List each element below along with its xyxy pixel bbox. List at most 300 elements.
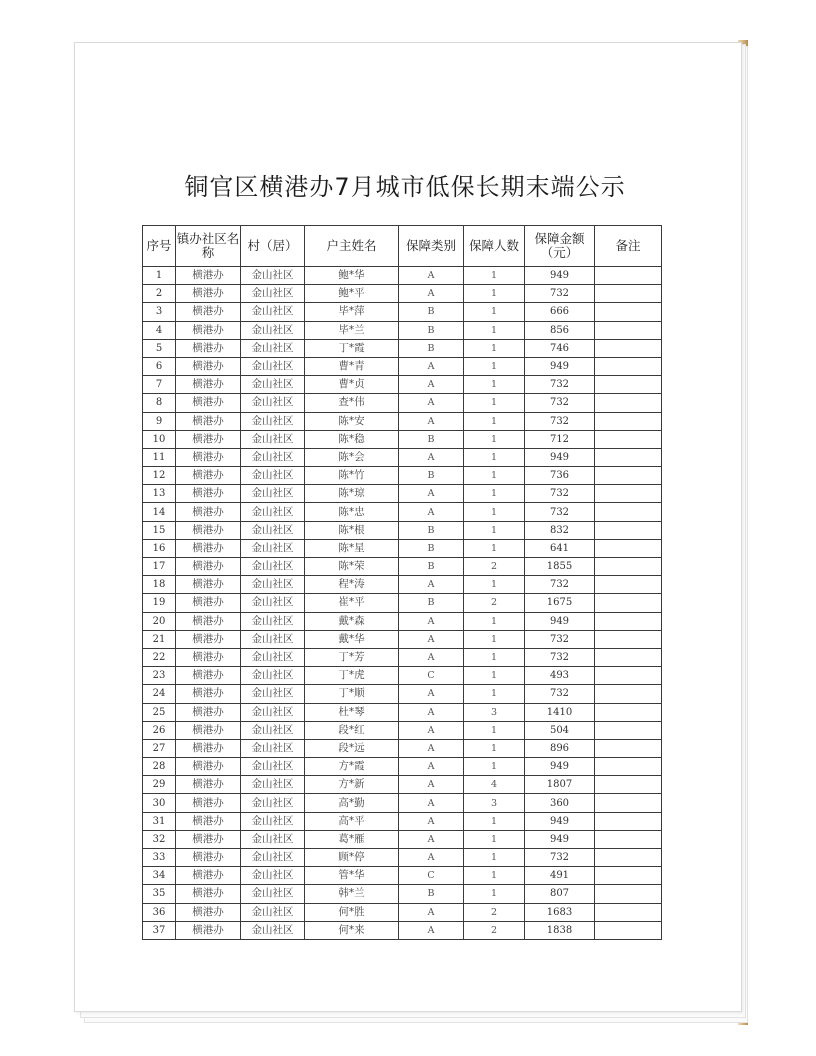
cell-note <box>595 776 662 794</box>
cell-count: 1 <box>464 867 525 885</box>
cell-count: 1 <box>464 830 525 848</box>
cell-amount: 493 <box>525 667 595 685</box>
cell-type: A <box>399 830 464 848</box>
cell-village: 金山社区 <box>241 739 305 757</box>
cell-note <box>595 321 662 339</box>
cell-amount: 1683 <box>525 903 595 921</box>
cell-village: 金山社区 <box>241 467 305 485</box>
cell-index: 14 <box>143 503 176 521</box>
table-row <box>143 721 662 739</box>
cell-amount: 896 <box>525 739 595 757</box>
cell-household-head: 管*华 <box>305 867 399 885</box>
cell-village: 金山社区 <box>241 794 305 812</box>
cell-village: 金山社区 <box>241 830 305 848</box>
cell-index: 24 <box>143 685 176 703</box>
cell-village: 金山社区 <box>241 885 305 903</box>
cell-type: A <box>399 721 464 739</box>
cell-amount: 949 <box>525 448 595 466</box>
cell-village: 金山社区 <box>241 412 305 430</box>
cell-index: 9 <box>143 412 176 430</box>
table-row <box>143 467 662 485</box>
cell-type: B <box>399 521 464 539</box>
cell-household-head: 陈*忠 <box>305 503 399 521</box>
cell-note <box>595 558 662 576</box>
cell-type: A <box>399 503 464 521</box>
cell-village: 金山社区 <box>241 612 305 630</box>
cell-index: 29 <box>143 776 176 794</box>
cell-count: 1 <box>464 357 525 375</box>
cell-household-head: 陈*根 <box>305 521 399 539</box>
cell-village: 金山社区 <box>241 685 305 703</box>
table-row <box>143 558 662 576</box>
cell-type: B <box>399 467 464 485</box>
cell-household-head: 高*平 <box>305 812 399 830</box>
table-row <box>143 794 662 812</box>
cell-note <box>595 394 662 412</box>
cell-amount: 732 <box>525 630 595 648</box>
cell-town: 横港办 <box>176 558 241 576</box>
table-row <box>143 594 662 612</box>
cell-town: 横港办 <box>176 467 241 485</box>
cell-amount: 732 <box>525 849 595 867</box>
cell-count: 1 <box>464 503 525 521</box>
cell-household-head: 崔*平 <box>305 594 399 612</box>
cell-type: B <box>399 558 464 576</box>
cell-type: A <box>399 849 464 867</box>
cell-index: 13 <box>143 485 176 503</box>
table-row <box>143 739 662 757</box>
cell-amount: 807 <box>525 885 595 903</box>
cell-village: 金山社区 <box>241 430 305 448</box>
cell-town: 横港办 <box>176 412 241 430</box>
cell-amount: 949 <box>525 267 595 285</box>
cell-note <box>595 448 662 466</box>
cell-type: A <box>399 758 464 776</box>
cell-index: 21 <box>143 630 176 648</box>
cell-amount: 504 <box>525 721 595 739</box>
cell-town: 横港办 <box>176 485 241 503</box>
cell-index: 22 <box>143 648 176 666</box>
cell-village: 金山社区 <box>241 357 305 375</box>
cell-note <box>595 503 662 521</box>
cell-note <box>595 357 662 375</box>
cell-index: 20 <box>143 612 176 630</box>
cell-amount: 732 <box>525 648 595 666</box>
cell-town: 横港办 <box>176 685 241 703</box>
cell-count: 1 <box>464 630 525 648</box>
cell-note <box>595 667 662 685</box>
cell-village: 金山社区 <box>241 394 305 412</box>
cell-amount: 856 <box>525 321 595 339</box>
cell-count: 1 <box>464 648 525 666</box>
cell-count: 1 <box>464 467 525 485</box>
cell-count: 1 <box>464 849 525 867</box>
cell-type: A <box>399 376 464 394</box>
cell-amount: 832 <box>525 521 595 539</box>
cell-town: 横港办 <box>176 721 241 739</box>
cell-village: 金山社区 <box>241 903 305 921</box>
cell-index: 33 <box>143 849 176 867</box>
cell-village: 金山社区 <box>241 667 305 685</box>
cell-note <box>595 521 662 539</box>
table-row <box>143 830 662 848</box>
cell-amount: 1410 <box>525 703 595 721</box>
cell-note <box>595 903 662 921</box>
cell-note <box>595 721 662 739</box>
cell-village: 金山社区 <box>241 630 305 648</box>
table-row <box>143 448 662 466</box>
cell-town: 横港办 <box>176 776 241 794</box>
cell-town: 横港办 <box>176 630 241 648</box>
cell-household-head: 高*勤 <box>305 794 399 812</box>
cell-type: A <box>399 448 464 466</box>
cell-amount: 732 <box>525 503 595 521</box>
cell-household-head: 陈*琼 <box>305 485 399 503</box>
cell-town: 横港办 <box>176 285 241 303</box>
table-row <box>143 521 662 539</box>
cell-village: 金山社区 <box>241 648 305 666</box>
cell-type: B <box>399 594 464 612</box>
cell-count: 3 <box>464 794 525 812</box>
table-row <box>143 412 662 430</box>
cell-household-head: 戴*华 <box>305 630 399 648</box>
cell-town: 横港办 <box>176 739 241 757</box>
table-row <box>143 357 662 375</box>
cell-amount: 736 <box>525 467 595 485</box>
column-header-town: 镇办社区名称 <box>176 226 241 267</box>
cell-household-head: 毕*兰 <box>305 321 399 339</box>
cell-note <box>595 830 662 848</box>
cell-amount: 712 <box>525 430 595 448</box>
cell-index: 18 <box>143 576 176 594</box>
cell-household-head: 陈*荣 <box>305 558 399 576</box>
cell-village: 金山社区 <box>241 485 305 503</box>
cell-amount: 732 <box>525 394 595 412</box>
cell-note <box>595 467 662 485</box>
cell-household-head: 丁*芳 <box>305 648 399 666</box>
cell-household-head: 陈*安 <box>305 412 399 430</box>
cell-type: A <box>399 612 464 630</box>
cell-town: 横港办 <box>176 303 241 321</box>
table-row <box>143 903 662 921</box>
cell-count: 1 <box>464 739 525 757</box>
cell-index: 3 <box>143 303 176 321</box>
cell-count: 1 <box>464 812 525 830</box>
cell-type: A <box>399 812 464 830</box>
table-row <box>143 303 662 321</box>
cell-index: 11 <box>143 448 176 466</box>
cell-amount: 360 <box>525 794 595 812</box>
cell-note <box>595 339 662 357</box>
cell-note <box>595 376 662 394</box>
cell-count: 2 <box>464 921 525 939</box>
table-row <box>143 667 662 685</box>
cell-household-head: 顾*停 <box>305 849 399 867</box>
cell-amount: 949 <box>525 357 595 375</box>
table-row <box>143 376 662 394</box>
cell-type: A <box>399 794 464 812</box>
cell-type: A <box>399 630 464 648</box>
table-row <box>143 685 662 703</box>
cell-note <box>595 648 662 666</box>
cell-index: 19 <box>143 594 176 612</box>
cell-index: 31 <box>143 812 176 830</box>
cell-household-head: 韩*兰 <box>305 885 399 903</box>
cell-count: 1 <box>464 758 525 776</box>
cell-household-head: 方*新 <box>305 776 399 794</box>
table-row <box>143 339 662 357</box>
table-row <box>143 430 662 448</box>
cell-town: 横港办 <box>176 321 241 339</box>
cell-count: 1 <box>464 576 525 594</box>
cell-village: 金山社区 <box>241 721 305 739</box>
cell-household-head: 陈*稳 <box>305 430 399 448</box>
cell-count: 4 <box>464 776 525 794</box>
cell-index: 7 <box>143 376 176 394</box>
cell-note <box>595 812 662 830</box>
cell-town: 横港办 <box>176 539 241 557</box>
table-row <box>143 539 662 557</box>
cell-amount: 949 <box>525 612 595 630</box>
table-row <box>143 758 662 776</box>
cell-count: 2 <box>464 558 525 576</box>
cell-household-head: 何*来 <box>305 921 399 939</box>
cell-household-head: 丁*虎 <box>305 667 399 685</box>
cell-amount: 641 <box>525 539 595 557</box>
cell-town: 横港办 <box>176 376 241 394</box>
cell-count: 1 <box>464 412 525 430</box>
cell-amount: 732 <box>525 576 595 594</box>
table-row <box>143 285 662 303</box>
cell-type: B <box>399 430 464 448</box>
cell-note <box>595 885 662 903</box>
cell-note <box>595 594 662 612</box>
cell-town: 横港办 <box>176 448 241 466</box>
cell-count: 3 <box>464 703 525 721</box>
cell-note <box>595 267 662 285</box>
cell-village: 金山社区 <box>241 376 305 394</box>
column-header-village: 村（居） <box>241 226 305 267</box>
cell-village: 金山社区 <box>241 521 305 539</box>
table-row <box>143 503 662 521</box>
cell-amount: 1807 <box>525 776 595 794</box>
table-row <box>143 885 662 903</box>
cell-count: 1 <box>464 667 525 685</box>
cell-count: 1 <box>464 394 525 412</box>
cell-type: A <box>399 267 464 285</box>
cell-household-head: 何*胜 <box>305 903 399 921</box>
cell-village: 金山社区 <box>241 776 305 794</box>
cell-village: 金山社区 <box>241 703 305 721</box>
cell-town: 横港办 <box>176 667 241 685</box>
cell-count: 1 <box>464 485 525 503</box>
table-row <box>143 321 662 339</box>
table-header-row <box>143 226 662 267</box>
cell-village: 金山社区 <box>241 758 305 776</box>
table-row <box>143 812 662 830</box>
cell-town: 横港办 <box>176 885 241 903</box>
cell-household-head: 程*涛 <box>305 576 399 594</box>
cell-type: C <box>399 867 464 885</box>
cell-town: 横港办 <box>176 903 241 921</box>
cell-village: 金山社区 <box>241 503 305 521</box>
cell-town: 横港办 <box>176 830 241 848</box>
table-row <box>143 576 662 594</box>
cell-count: 1 <box>464 539 525 557</box>
cell-household-head: 方*霞 <box>305 758 399 776</box>
cell-note <box>595 867 662 885</box>
cell-household-head: 陈*竹 <box>305 467 399 485</box>
cell-index: 23 <box>143 667 176 685</box>
cell-note <box>595 794 662 812</box>
cell-town: 横港办 <box>176 594 241 612</box>
table-row <box>143 485 662 503</box>
cell-count: 1 <box>464 430 525 448</box>
cell-town: 横港办 <box>176 794 241 812</box>
cell-note <box>595 485 662 503</box>
cell-index: 16 <box>143 539 176 557</box>
cell-amount: 732 <box>525 485 595 503</box>
cell-town: 横港办 <box>176 357 241 375</box>
cell-village: 金山社区 <box>241 849 305 867</box>
cell-index: 17 <box>143 558 176 576</box>
cell-village: 金山社区 <box>241 285 305 303</box>
cell-type: A <box>399 648 464 666</box>
cell-village: 金山社区 <box>241 576 305 594</box>
recipient-table <box>142 225 662 940</box>
cell-note <box>595 412 662 430</box>
cell-household-head: 陈*星 <box>305 539 399 557</box>
cell-index: 1 <box>143 267 176 285</box>
cell-count: 1 <box>464 448 525 466</box>
table-row <box>143 867 662 885</box>
cell-town: 横港办 <box>176 921 241 939</box>
cell-count: 1 <box>464 685 525 703</box>
cell-note <box>595 303 662 321</box>
cell-household-head: 曹*青 <box>305 357 399 375</box>
column-header-amount: 保障金额（元） <box>525 226 595 267</box>
cell-index: 25 <box>143 703 176 721</box>
cell-village: 金山社区 <box>241 594 305 612</box>
cell-index: 4 <box>143 321 176 339</box>
cell-type: A <box>399 485 464 503</box>
cell-household-head: 葛*雁 <box>305 830 399 848</box>
cell-index: 30 <box>143 794 176 812</box>
cell-count: 1 <box>464 285 525 303</box>
table-row <box>143 703 662 721</box>
table-row <box>143 921 662 939</box>
cell-count: 1 <box>464 376 525 394</box>
cell-amount: 732 <box>525 285 595 303</box>
cell-index: 32 <box>143 830 176 848</box>
cell-town: 横港办 <box>176 430 241 448</box>
cell-household-head: 陈*会 <box>305 448 399 466</box>
column-header-index: 序号 <box>143 226 176 267</box>
cell-town: 横港办 <box>176 758 241 776</box>
cell-household-head: 段*红 <box>305 721 399 739</box>
cell-amount: 732 <box>525 376 595 394</box>
column-header-household-head: 户主姓名 <box>305 226 399 267</box>
cell-count: 1 <box>464 885 525 903</box>
cell-type: A <box>399 903 464 921</box>
cell-count: 1 <box>464 303 525 321</box>
cell-type: B <box>399 339 464 357</box>
cell-index: 15 <box>143 521 176 539</box>
cell-index: 12 <box>143 467 176 485</box>
cell-index: 26 <box>143 721 176 739</box>
table-row <box>143 648 662 666</box>
cell-index: 37 <box>143 921 176 939</box>
cell-note <box>595 630 662 648</box>
cell-type: C <box>399 667 464 685</box>
table-row <box>143 776 662 794</box>
cell-household-head: 鲍*华 <box>305 267 399 285</box>
column-header-type: 保障类别 <box>399 226 464 267</box>
cell-count: 1 <box>464 521 525 539</box>
cell-type: B <box>399 303 464 321</box>
cell-village: 金山社区 <box>241 339 305 357</box>
cell-household-head: 毕*萍 <box>305 303 399 321</box>
cell-amount: 746 <box>525 339 595 357</box>
cell-count: 1 <box>464 321 525 339</box>
cell-amount: 732 <box>525 412 595 430</box>
cell-town: 横港办 <box>176 394 241 412</box>
cell-note <box>595 576 662 594</box>
cell-town: 横港办 <box>176 867 241 885</box>
cell-type: A <box>399 412 464 430</box>
cell-note <box>595 703 662 721</box>
cell-index: 8 <box>143 394 176 412</box>
cell-index: 36 <box>143 903 176 921</box>
cell-village: 金山社区 <box>241 448 305 466</box>
cell-household-head: 查*伟 <box>305 394 399 412</box>
cell-count: 2 <box>464 594 525 612</box>
cell-note <box>595 921 662 939</box>
cell-count: 1 <box>464 267 525 285</box>
cell-amount: 949 <box>525 812 595 830</box>
cell-index: 34 <box>143 867 176 885</box>
cell-household-head: 丁*顺 <box>305 685 399 703</box>
cell-village: 金山社区 <box>241 921 305 939</box>
cell-village: 金山社区 <box>241 539 305 557</box>
cell-note <box>595 758 662 776</box>
cell-village: 金山社区 <box>241 558 305 576</box>
cell-amount: 666 <box>525 303 595 321</box>
cell-town: 横港办 <box>176 576 241 594</box>
cell-household-head: 杜*琴 <box>305 703 399 721</box>
cell-household-head: 戴*森 <box>305 612 399 630</box>
cell-count: 2 <box>464 903 525 921</box>
table-row <box>143 267 662 285</box>
table-row <box>143 612 662 630</box>
cell-index: 10 <box>143 430 176 448</box>
cell-town: 横港办 <box>176 812 241 830</box>
cell-town: 横港办 <box>176 267 241 285</box>
cell-note <box>595 685 662 703</box>
cell-village: 金山社区 <box>241 321 305 339</box>
column-header-note: 备注 <box>595 226 662 267</box>
cell-note <box>595 612 662 630</box>
cell-index: 35 <box>143 885 176 903</box>
cell-index: 2 <box>143 285 176 303</box>
cell-town: 横港办 <box>176 339 241 357</box>
cell-household-head: 鲍*平 <box>305 285 399 303</box>
cell-village: 金山社区 <box>241 303 305 321</box>
cell-town: 横港办 <box>176 648 241 666</box>
cell-village: 金山社区 <box>241 867 305 885</box>
cell-note <box>595 849 662 867</box>
cell-household-head: 丁*霞 <box>305 339 399 357</box>
